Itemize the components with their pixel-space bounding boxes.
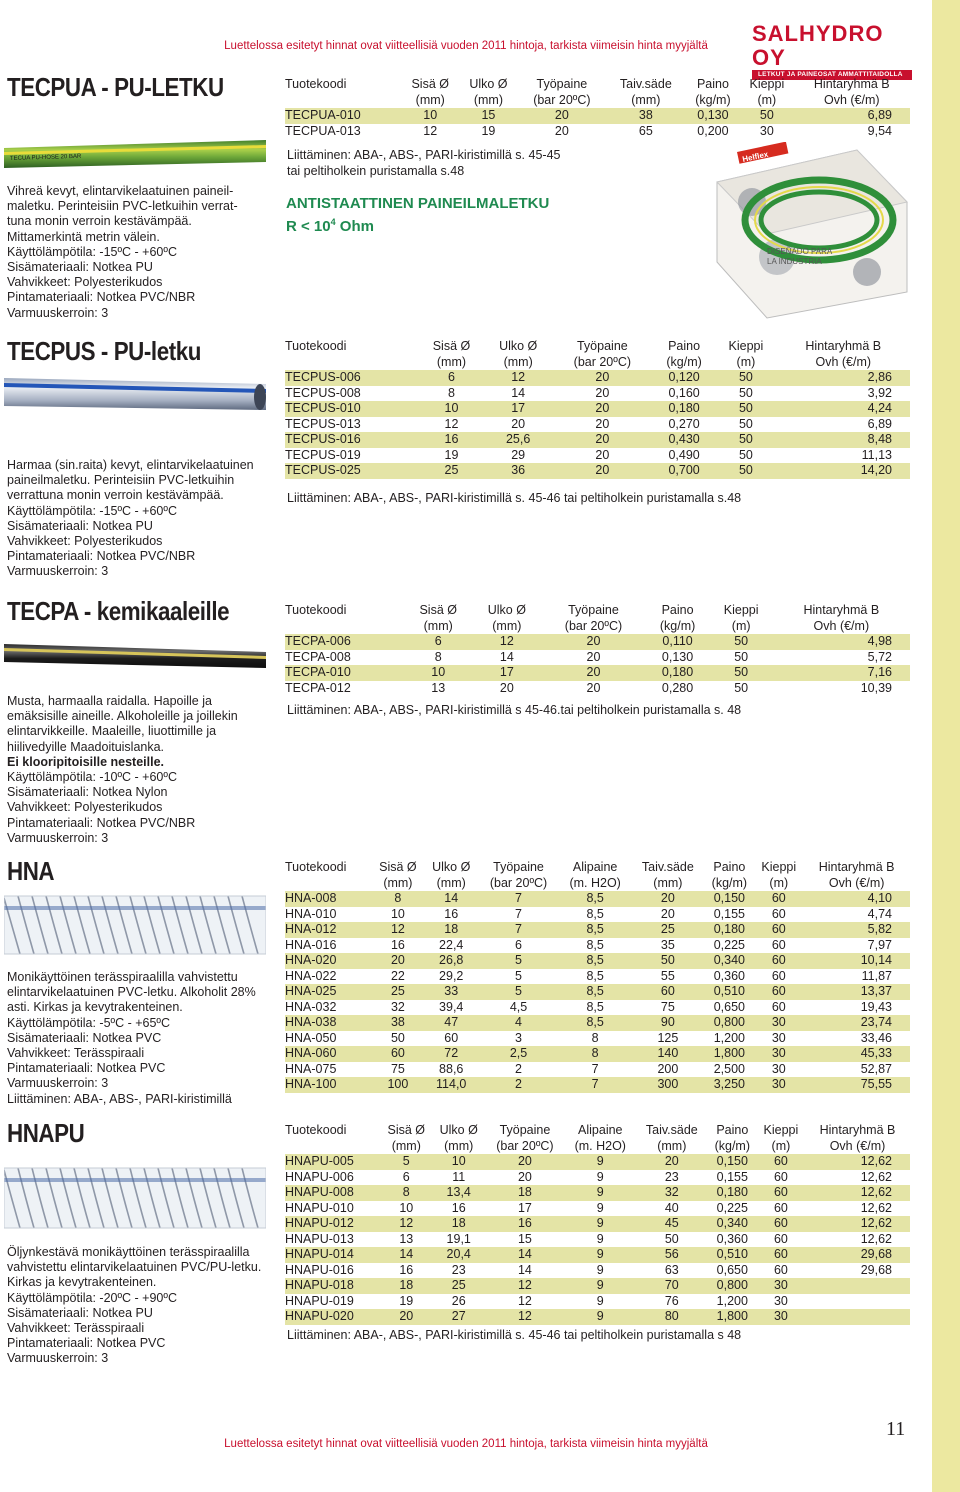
page-number: 11 xyxy=(886,1418,906,1440)
hnapu-description xyxy=(7,1245,279,1367)
desc-line: Pintamateriaali: Notkea PVC/NBR xyxy=(7,549,196,564)
desc-line: Sisämateriaali: Notkea PVC xyxy=(7,1030,162,1045)
tecpua-spec-table xyxy=(285,77,910,139)
col-header: Ulko Ø (mm) xyxy=(469,77,508,107)
desc-line: Pintamateriaali: Notkea PVC xyxy=(7,1061,166,1076)
side-color-stripe xyxy=(932,0,960,1492)
col-header: Taiv.säde (mm) xyxy=(645,1123,698,1153)
footer-price-notice: Luettelossa esitetyt hinnat ovat viitteellisiä vuoden 2011 hintoja, tarkista viimeisin hinta myyjältä xyxy=(224,1438,708,1450)
desc-line: Varmuuskerroin: 3 xyxy=(7,564,109,579)
table-row: TECPA-012 13 20 20 0,280 50 10,39 xyxy=(285,680,892,695)
table-row: HNA-075 75 88,6 2 7 200 2,500 30 52,87 xyxy=(285,1061,892,1076)
desc-line: Musta, harmaalla raidalla. Hapoille ja xyxy=(7,694,212,708)
section-title-tecpa: TECPA - kemikaaleille xyxy=(7,596,230,626)
desc-line: Käyttölämpötila: -5ºC - +65ºC xyxy=(7,1015,171,1030)
box-text-line: DISEÑADO PARA xyxy=(767,247,833,256)
col-header: Työpaine (bar 20ºC) xyxy=(489,860,548,890)
desc-line: Vahvikkeet: Terässpiraali xyxy=(7,1321,145,1336)
col-header: Ulko Ø (mm) xyxy=(487,603,526,633)
table-row: HNAPU-016 16 23 14 9 63 0,650 60 29,68 xyxy=(285,1262,892,1277)
table-row: HNAPU-018 18 25 12 9 70 0,800 30 xyxy=(285,1278,910,1294)
desc-line: Vahvikkeet: Polyesterikudos xyxy=(7,800,163,815)
desc-line: Sisämateriaali: Notkea PU xyxy=(7,260,153,275)
col-header: Paino (kg/m) xyxy=(659,603,696,633)
table-row: TECPUS-010 10 17 20 0,180 50 4,24 xyxy=(285,401,910,417)
col-header: Paino (kg/m) xyxy=(711,860,748,890)
tecpus-hose-image xyxy=(4,374,266,416)
tecpus-description xyxy=(7,458,279,580)
desc-line: paineilmaletku. Perinteisiin PVC-letkuihin xyxy=(7,473,235,488)
table-row: TECPA-010 10 17 20 0,180 50 7,16 xyxy=(285,665,910,681)
table-row: HNA-060 60 72 2,5 8 140 1,800 30 45,33 xyxy=(285,1046,910,1062)
table-row: HNA-025 25 33 5 8,5 60 0,510 60 13,37 xyxy=(285,984,910,1000)
table-row: HNA-008 8 14 7 8,5 20 0,150 60 4,10 xyxy=(285,891,910,907)
col-header: Hintaryhmä B Ovh (€/m) xyxy=(819,1123,896,1153)
col-header: Kieppi (m) xyxy=(728,339,764,369)
section-title-hnapu: HNAPU xyxy=(7,1118,85,1148)
tecpua-hose-image xyxy=(4,138,266,170)
antistatic-heading: ANTISTAATTINEN PAINEILMALETKU $R < 10^4$ Ohm xyxy=(286,195,550,235)
table-row: HNA-022 22 29,2 5 8,5 55 0,360 60 11,87 xyxy=(285,968,892,983)
tecpua-connection-note: Liittäminen: ABA-, ABS-, PARI-kiristimillä s. 45-45 tai peltiholkein puristamalla s.48 xyxy=(287,148,561,178)
table-row: HNA-038 38 47 4 8,5 90 0,800 30 23,74 xyxy=(285,1015,910,1031)
hna-hose-image xyxy=(4,888,266,960)
hna-spec-table xyxy=(285,860,910,1093)
col-header: Kieppi (m) xyxy=(763,1123,799,1153)
desc-line: Pintamateriaali: Notkea PVC/NBR xyxy=(7,290,196,305)
tecpa-spec-table xyxy=(285,603,910,696)
desc-line: Sisämateriaali: Notkea PU xyxy=(7,518,153,533)
desc-line: Vahvikkeet: Terässpiraali xyxy=(7,1046,145,1061)
col-header: Ulko Ø (mm) xyxy=(499,339,538,369)
desc-line: Käyttölämpötila: -15ºC - +60ºC xyxy=(7,503,177,518)
col-header: Sisä Ø (mm) xyxy=(411,77,449,107)
salhydro-logo xyxy=(752,21,912,78)
desc-line: Varmuuskerroin: 3 xyxy=(7,1076,109,1091)
col-header: Työpaine (bar 20ºC) xyxy=(533,77,591,107)
table-row: HNAPU-010 10 16 17 9 40 0,225 60 12,62 xyxy=(285,1200,892,1215)
desc-line: Liittäminen: ABA-, ABS-, PARI-kiristimillä xyxy=(7,1091,232,1106)
table-row: TECPUS-008 8 14 20 0,160 50 3,92 xyxy=(285,385,892,400)
col-header: Sisä Ø (mm) xyxy=(379,860,417,890)
hose-box-photo xyxy=(707,142,910,320)
desc-line: asti. Kirkas ja kevytrakenteinen. xyxy=(7,1000,183,1015)
table-row: TECPUA-013 12 19 20 65 0,200 30 9,54 xyxy=(285,123,892,138)
desc-line: Käyttölämpötila: -10ºC - +60ºC xyxy=(7,770,177,785)
table-row: HNA-010 10 16 7 8,5 20 0,155 60 4,74 xyxy=(285,906,892,921)
col-header: Hintaryhmä B Ovh (€/m) xyxy=(805,339,882,369)
box-text-line: LA INDUSTRIA xyxy=(767,257,822,266)
header-price-notice: Luettelossa esitetyt hinnat ovat viitteellisiä vuoden 2011 hintoja, tarkista viimeisin hinta myyjältä xyxy=(224,40,708,52)
desc-line: Kirkas ja kevytrakenteinen. xyxy=(7,1275,157,1290)
hnapu-connection-note: Liittäminen: ABA-, ABS-, PARI-kiristimillä s. 45-46 tai peltiholkein puristamalla s 48 xyxy=(287,1328,742,1342)
table-row: HNAPU-006 6 11 20 9 23 0,155 60 12,62 xyxy=(285,1169,892,1184)
hnapu-hose-image xyxy=(4,1160,266,1236)
section-title-hna: HNA xyxy=(7,856,55,886)
desc-line: elintarvikkeille. Maaleille, liuottimille ja xyxy=(7,724,217,739)
table-row: HNA-012 12 18 7 8,5 25 0,180 60 5,82 xyxy=(285,922,910,938)
col-header: Paino (kg/m) xyxy=(695,77,731,107)
table-row: HNAPU-013 13 19,1 15 9 50 0,360 60 12,62 xyxy=(285,1231,892,1246)
col-header: Sisä Ø (mm) xyxy=(432,339,471,369)
tecpa-connection-note: Liittäminen: ABA-, ABS-, PARI-kiristimillä s 45-46.tai peltiholkein puristamalla s. 48 xyxy=(287,703,742,717)
desc-line: Pintamateriaali: Notkea PVC/NBR xyxy=(7,815,196,830)
col-header: Kieppi (m) xyxy=(761,860,797,890)
col-header: Tuotekoodi xyxy=(285,860,347,874)
table-row: TECPUA-010 10 15 20 38 0,130 50 6,89 xyxy=(285,108,910,124)
tecpua-description xyxy=(7,184,279,321)
table-row: HNAPU-008 8 13,4 18 9 32 0,180 60 12,62 xyxy=(285,1185,910,1201)
col-header: Taiv.säde (mm) xyxy=(641,860,694,890)
desc-line: Käyttölämpötila: -20ºC - +90ºC xyxy=(7,1290,177,1305)
col-header: Tuotekoodi xyxy=(285,1123,347,1137)
table-row: TECPA-008 8 14 20 0,130 50 5,72 xyxy=(285,649,892,664)
desc-line: vahvistettu elintarvikelaatuinen PVC/PU-letku. xyxy=(7,1260,262,1275)
col-header: Kieppi (m) xyxy=(749,77,785,107)
hnapu-spec-table xyxy=(285,1123,910,1325)
col-header: Sisä Ø (mm) xyxy=(387,1123,426,1153)
col-header: Ulko Ø (mm) xyxy=(432,860,471,890)
col-header: Sisä Ø (mm) xyxy=(419,603,457,633)
table-row: HNA-032 32 39,4 4,5 8,5 75 0,650 60 19,43 xyxy=(285,999,892,1014)
desc-line: elintarvikelaatuinen PVC-letku. Alkoholit 28% xyxy=(7,985,256,1000)
desc-line: Pintamateriaali: Notkea PVC xyxy=(7,1336,166,1351)
col-header: Työpaine (bar 20ºC) xyxy=(496,1123,554,1153)
desc-line: hiilivedyille Maadoituislanka. xyxy=(7,739,165,754)
desc-line: Vahvikkeet: Polyesterikudos xyxy=(7,275,163,290)
table-row: HNAPU-014 14 20,4 14 9 56 0,510 60 29,68 xyxy=(285,1247,910,1263)
hna-description xyxy=(7,970,279,1107)
desc-line: Käyttölämpötila: -15ºC - +60ºC xyxy=(7,244,177,259)
table-row: HNAPU-012 12 18 16 9 45 0,340 60 12,62 xyxy=(285,1216,910,1232)
table-row: HNA-020 20 26,8 5 8,5 50 0,340 60 10,14 xyxy=(285,953,910,969)
table-row: TECPA-006 6 12 20 0,110 50 4,98 xyxy=(285,634,910,650)
table-row: HNAPU-019 19 26 12 9 76 1,200 30 xyxy=(285,1293,788,1308)
table-row: HNA-100 100 114,0 2 7 300 3,250 30 75,55 xyxy=(285,1077,910,1093)
table-row: HNA-016 16 22,4 6 8,5 35 0,225 60 7,97 xyxy=(285,937,892,952)
table-row: HNAPU-005 5 10 20 9 20 0,150 60 12,62 xyxy=(285,1154,910,1170)
table-row: TECPUS-013 12 20 20 0,270 50 6,89 xyxy=(285,416,892,431)
section-title-tecpua: TECPUA - PU-LETKU xyxy=(7,72,224,102)
desc-line: tuna monin verroin kestävämpää. xyxy=(7,214,192,229)
desc-line: Monikäyttöinen terässpiraalilla vahvistettu xyxy=(7,970,238,984)
desc-line: Sisämateriaali: Notkea Nylon xyxy=(7,785,168,800)
desc-line: Öljynkestävä monikäyttöinen terässpiraalilla xyxy=(7,1245,250,1259)
col-header: Alipaine (m. H2O) xyxy=(569,860,621,890)
desc-warning-line: Ei klooripitoisille nesteille. xyxy=(7,754,164,769)
col-header: Työpaine (bar 20ºC) xyxy=(573,339,632,369)
col-header: Tuotekoodi xyxy=(285,339,347,353)
logo-tagline: LETKUT JA PAINEOSAT AMMATTITAIDOLLA xyxy=(752,70,912,80)
desc-line: Varmuuskerroin: 3 xyxy=(7,1351,109,1366)
table-row: TECPUS-025 25 36 20 0,700 50 14,20 xyxy=(285,463,910,479)
desc-line: Mittamerkintä metrin välein. xyxy=(7,229,160,244)
tecpa-hose-image xyxy=(4,636,266,672)
tecpus-connection-note: Liittäminen: ABA-, ABS-, PARI-kiristimillä s. 45-46 tai peltiholkein puristamalla s.48 xyxy=(287,491,742,505)
desc-line: Varmuuskerroin: 3 xyxy=(7,830,109,845)
col-header: Ulko Ø (mm) xyxy=(439,1123,478,1153)
tecpus-spec-table xyxy=(285,339,910,479)
box-brand-text: Helflex xyxy=(741,149,770,164)
desc-line: Vahvikkeet: Polyesterikudos xyxy=(7,534,163,549)
tecpa-description xyxy=(7,694,279,846)
table-row: HNA-050 50 60 3 8 125 1,200 30 33,46 xyxy=(285,1030,892,1045)
col-header: Tuotekoodi xyxy=(285,603,347,617)
col-header: Paino (kg/m) xyxy=(714,1123,751,1153)
desc-line: maletku. Perinteisiin PVC-letkuihin verrat- xyxy=(7,199,238,214)
col-header: Hintaryhmä B Ovh (€/m) xyxy=(803,603,880,633)
desc-line: Harmaa (sin.raita) kevyt, elintarvikelaatuinen xyxy=(7,458,254,472)
table-row: TECPUS-019 19 29 20 0,490 50 11,13 xyxy=(285,447,892,462)
col-header: Paino (kg/m) xyxy=(666,339,702,369)
col-header: Hintaryhmä B Ovh (€/m) xyxy=(813,77,890,107)
col-header: Alipaine (m. H2O) xyxy=(574,1123,626,1153)
desc-line: verrattuna monin verroin kestävämpää. xyxy=(7,488,224,503)
col-header: Tuotekoodi xyxy=(285,77,347,91)
tecpua-hose-print: TECUA PU-HOSE 20 BAR xyxy=(9,153,82,162)
desc-line: Sisämateriaali: Notkea PU xyxy=(7,1305,153,1320)
logo-name: SALHYDRO OY xyxy=(752,21,884,70)
section-title-tecpus: TECPUS - PU-letku xyxy=(7,336,201,366)
col-header: Taiv.säde (mm) xyxy=(619,77,672,107)
desc-line: emäksisille aineille. Alkoholeille ja joillekin xyxy=(7,709,238,724)
table-row: HNAPU-020 20 27 12 9 80 1,800 30 xyxy=(285,1309,910,1325)
table-row: TECPUS-006 6 12 20 0,120 50 2,86 xyxy=(285,370,910,386)
table-row: TECPUS-016 16 25,6 20 0,430 50 8,48 xyxy=(285,432,910,448)
desc-line: Vihreä kevyt, elintarvikelaatuinen paineil- xyxy=(7,184,234,198)
desc-line: Varmuuskerroin: 3 xyxy=(7,305,109,320)
col-header: Työpaine (bar 20ºC) xyxy=(564,603,623,633)
col-header: Kieppi (m) xyxy=(723,603,759,633)
col-header: Hintaryhmä B Ovh (€/m) xyxy=(818,860,895,890)
